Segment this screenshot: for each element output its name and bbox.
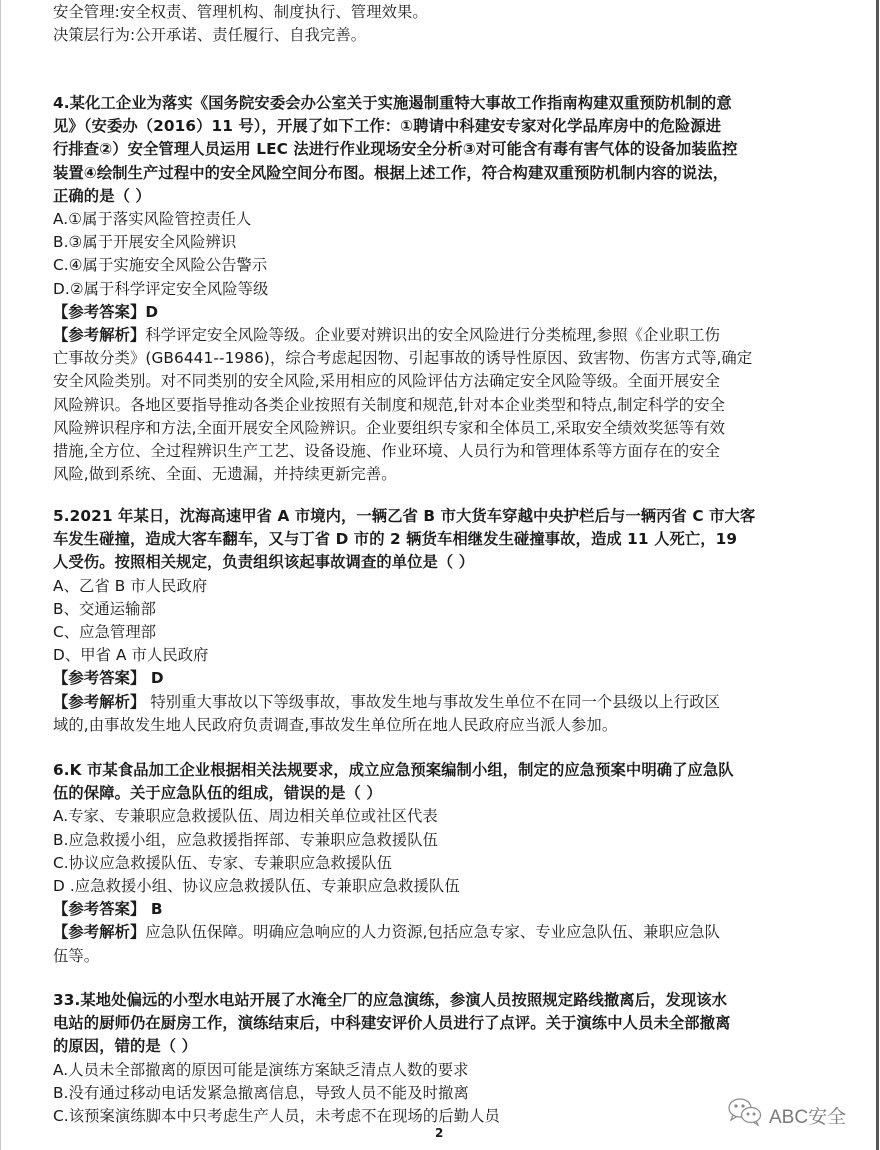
intro-line: 决策层行为:公开承诺、责任履行、自我完善。 [53, 26, 367, 45]
question-stem-line: 33.某地处偏远的小型水电站开展了水淹全厂的应急演练，参演人员按照规定路线撤离后，发现该水 [53, 991, 728, 1009]
option-c: C、应急管理部 [53, 623, 157, 642]
wechat-icon [727, 1097, 763, 1133]
analysis-line: 伍等。 [53, 946, 100, 965]
question-stem-line: 的原因，错的是（ ） [53, 1037, 197, 1056]
option-b: B.③属于开展安全风险辨识 [53, 233, 237, 252]
analysis-line: 安全风险类别。对不同类别的安全风险,采用相应的风险评估方法确定安全风险等级。全面开展安全 [53, 372, 721, 391]
option-a: A、乙省 B 市人民政府 [53, 576, 208, 595]
option-a: A.①属于落实风险管控责任人 [53, 210, 252, 229]
option-c: C.该预案演练脚本中只考虑生产人员，未考虑不在现场的后勤人员 [53, 1107, 500, 1126]
analysis-line: 风险辨识。各地区要指导推动各类企业按照有关制度和规范,针对本企业类型和特点,制定科学的安全 [53, 395, 725, 414]
question-stem-line: 伍的保障。关于应急队伍的组成，错误的是（ ） [53, 784, 382, 803]
intro-section [53, 1, 827, 47]
option-b: B、交通运输部 [53, 599, 156, 618]
analysis-line: 特别重大事故以下等级事故，事故发生地与事故发生单位不在同一个县级以上行政区 [145, 692, 721, 711]
answer-label: 【参考答案】 [53, 302, 146, 321]
question-33 [53, 989, 827, 1128]
answer-value: D [145, 302, 159, 321]
question-stem-line: 见》（安委办（2016）11 号），开展了如下工作：①聘请中科建安专家对化学品库房中的危险源进 [53, 117, 722, 136]
analysis-label: 【参考解析】 [53, 692, 146, 711]
question-4 [53, 92, 827, 486]
watermark-text: ABC安全 [769, 1106, 847, 1128]
analysis-label: 【参考解析】 [53, 923, 146, 942]
analysis-line: 风险,做到系统、全面、无遗漏，并持续更新完善。 [53, 465, 397, 484]
analysis-line: 域的,由事故发生地人民政府负责调查,事故发生单位所在地人民政府应当派人参加。 [53, 715, 618, 734]
analysis-row [53, 921, 827, 944]
option-a: A.专家、专兼职应急救援队伍、周边相关单位或社区代表 [53, 807, 438, 826]
answer-label: 【参考答案】 [53, 669, 146, 688]
intro-line: 安全管理:安全权责、管理机构、制度执行、管理效果。 [53, 3, 428, 21]
option-b: B.应急救援小组，应急救援指挥部、专兼职应急救援队伍 [53, 830, 439, 849]
answer-label: 【参考答案】 [53, 900, 146, 919]
answer-value: B [145, 900, 163, 919]
analysis-line: 科学评定安全风险等级。企业要对辨识出的安全风险进行分类梳理,参照《企业职工伤 [145, 326, 721, 345]
analysis-row [53, 691, 827, 714]
answer-row [53, 667, 827, 690]
question-stem-line: 人受伤。按照相关规定，负责组织该起事故调查的单位是（ ） [53, 553, 475, 572]
question-stem-line: 电站的厨师仍在厨房工作，演练结束后，中科建安评价人员进行了点评。关于演练中人员未全部撤离 [53, 1014, 731, 1033]
question-stem-line: 装置④绘制生产过程中的安全风险空间分布图。根据上述工作，符合构建双重预防机制内容的说法， [53, 163, 729, 182]
option-d: D .应急救援小组、协议应急救援队伍、专兼职应急救援队伍 [53, 877, 460, 896]
question-stem-line: 行排查②）安全管理人员运用 LEC 法进行作业现场安全分析③对可能含有毒有害气体的设备加装监控 [53, 140, 738, 159]
page-number: 2 [435, 1126, 444, 1140]
analysis-line: 措施,全方位、全过程辨识生产工艺、设备设施、作业环境、人员行为和管理体系等方面存在的安全 [53, 442, 721, 461]
question-stem-line: 5.2021 年某日，沈海高速甲省 A 市境内，一辆乙省 B 市大货车穿越中央护栏后与一辆丙省 C 市大客 [53, 507, 756, 525]
analysis-line: 亡事故分类》(GB6441--1986)，综合考虑起因物、引起事故的诱导性原因、致害物、伤害方式等,确定 [53, 349, 753, 368]
option-c: C.④属于实施安全风险公告警示 [53, 256, 268, 275]
option-c: C.协议应急救援队伍、专家、专兼职应急救援队伍 [53, 853, 393, 872]
question-stem-line: 车发生碰撞，造成大客车翻车，又与丁省 D 市的 2 辆货车相继发生碰撞事故，造成 11 人死亡，19 [53, 530, 738, 549]
option-d: D、甲省 A 市人民政府 [53, 646, 209, 665]
answer-row [53, 898, 827, 921]
question-stem-line: 4.某化工企业为落实《国务院安委会办公室关于实施遏制重特大事故工作指南构建双重预防机制的意 [53, 94, 732, 112]
question-6 [53, 759, 827, 968]
answer-value: D [145, 669, 164, 688]
option-b: B.没有通过移动电话发紧急撤离信息，导致人员不能及时撤离 [53, 1083, 469, 1102]
analysis-label: 【参考解析】 [53, 326, 146, 345]
analysis-line: 风险辨识程序和方法,全面开展安全风险辨识。企业要组织专家和全体员工,采取安全绩效奖惩等有效 [53, 418, 725, 437]
answer-row [53, 301, 827, 324]
analysis-row [53, 324, 827, 347]
question-5 [53, 505, 827, 737]
option-a: A.人员未全部撤离的原因可能是演练方案缺乏清点人数的要求 [53, 1060, 469, 1079]
question-stem-line: 正确的是（ ） [53, 186, 151, 205]
option-d: D.②属于科学评定安全风险等级 [53, 279, 269, 298]
page-border-right [876, 0, 879, 1150]
page-border-left [0, 0, 1, 1150]
watermark [727, 1097, 846, 1133]
analysis-line: 应急队伍保障。明确应急响应的人力资源,包括应急专家、专业应急队伍、兼职应急队 [145, 923, 721, 942]
question-stem-line: 6.K 市某食品加工企业根据相关法规要求，成立应急预案编制小组，制定的应急预案中明确了应急队 [53, 761, 734, 779]
